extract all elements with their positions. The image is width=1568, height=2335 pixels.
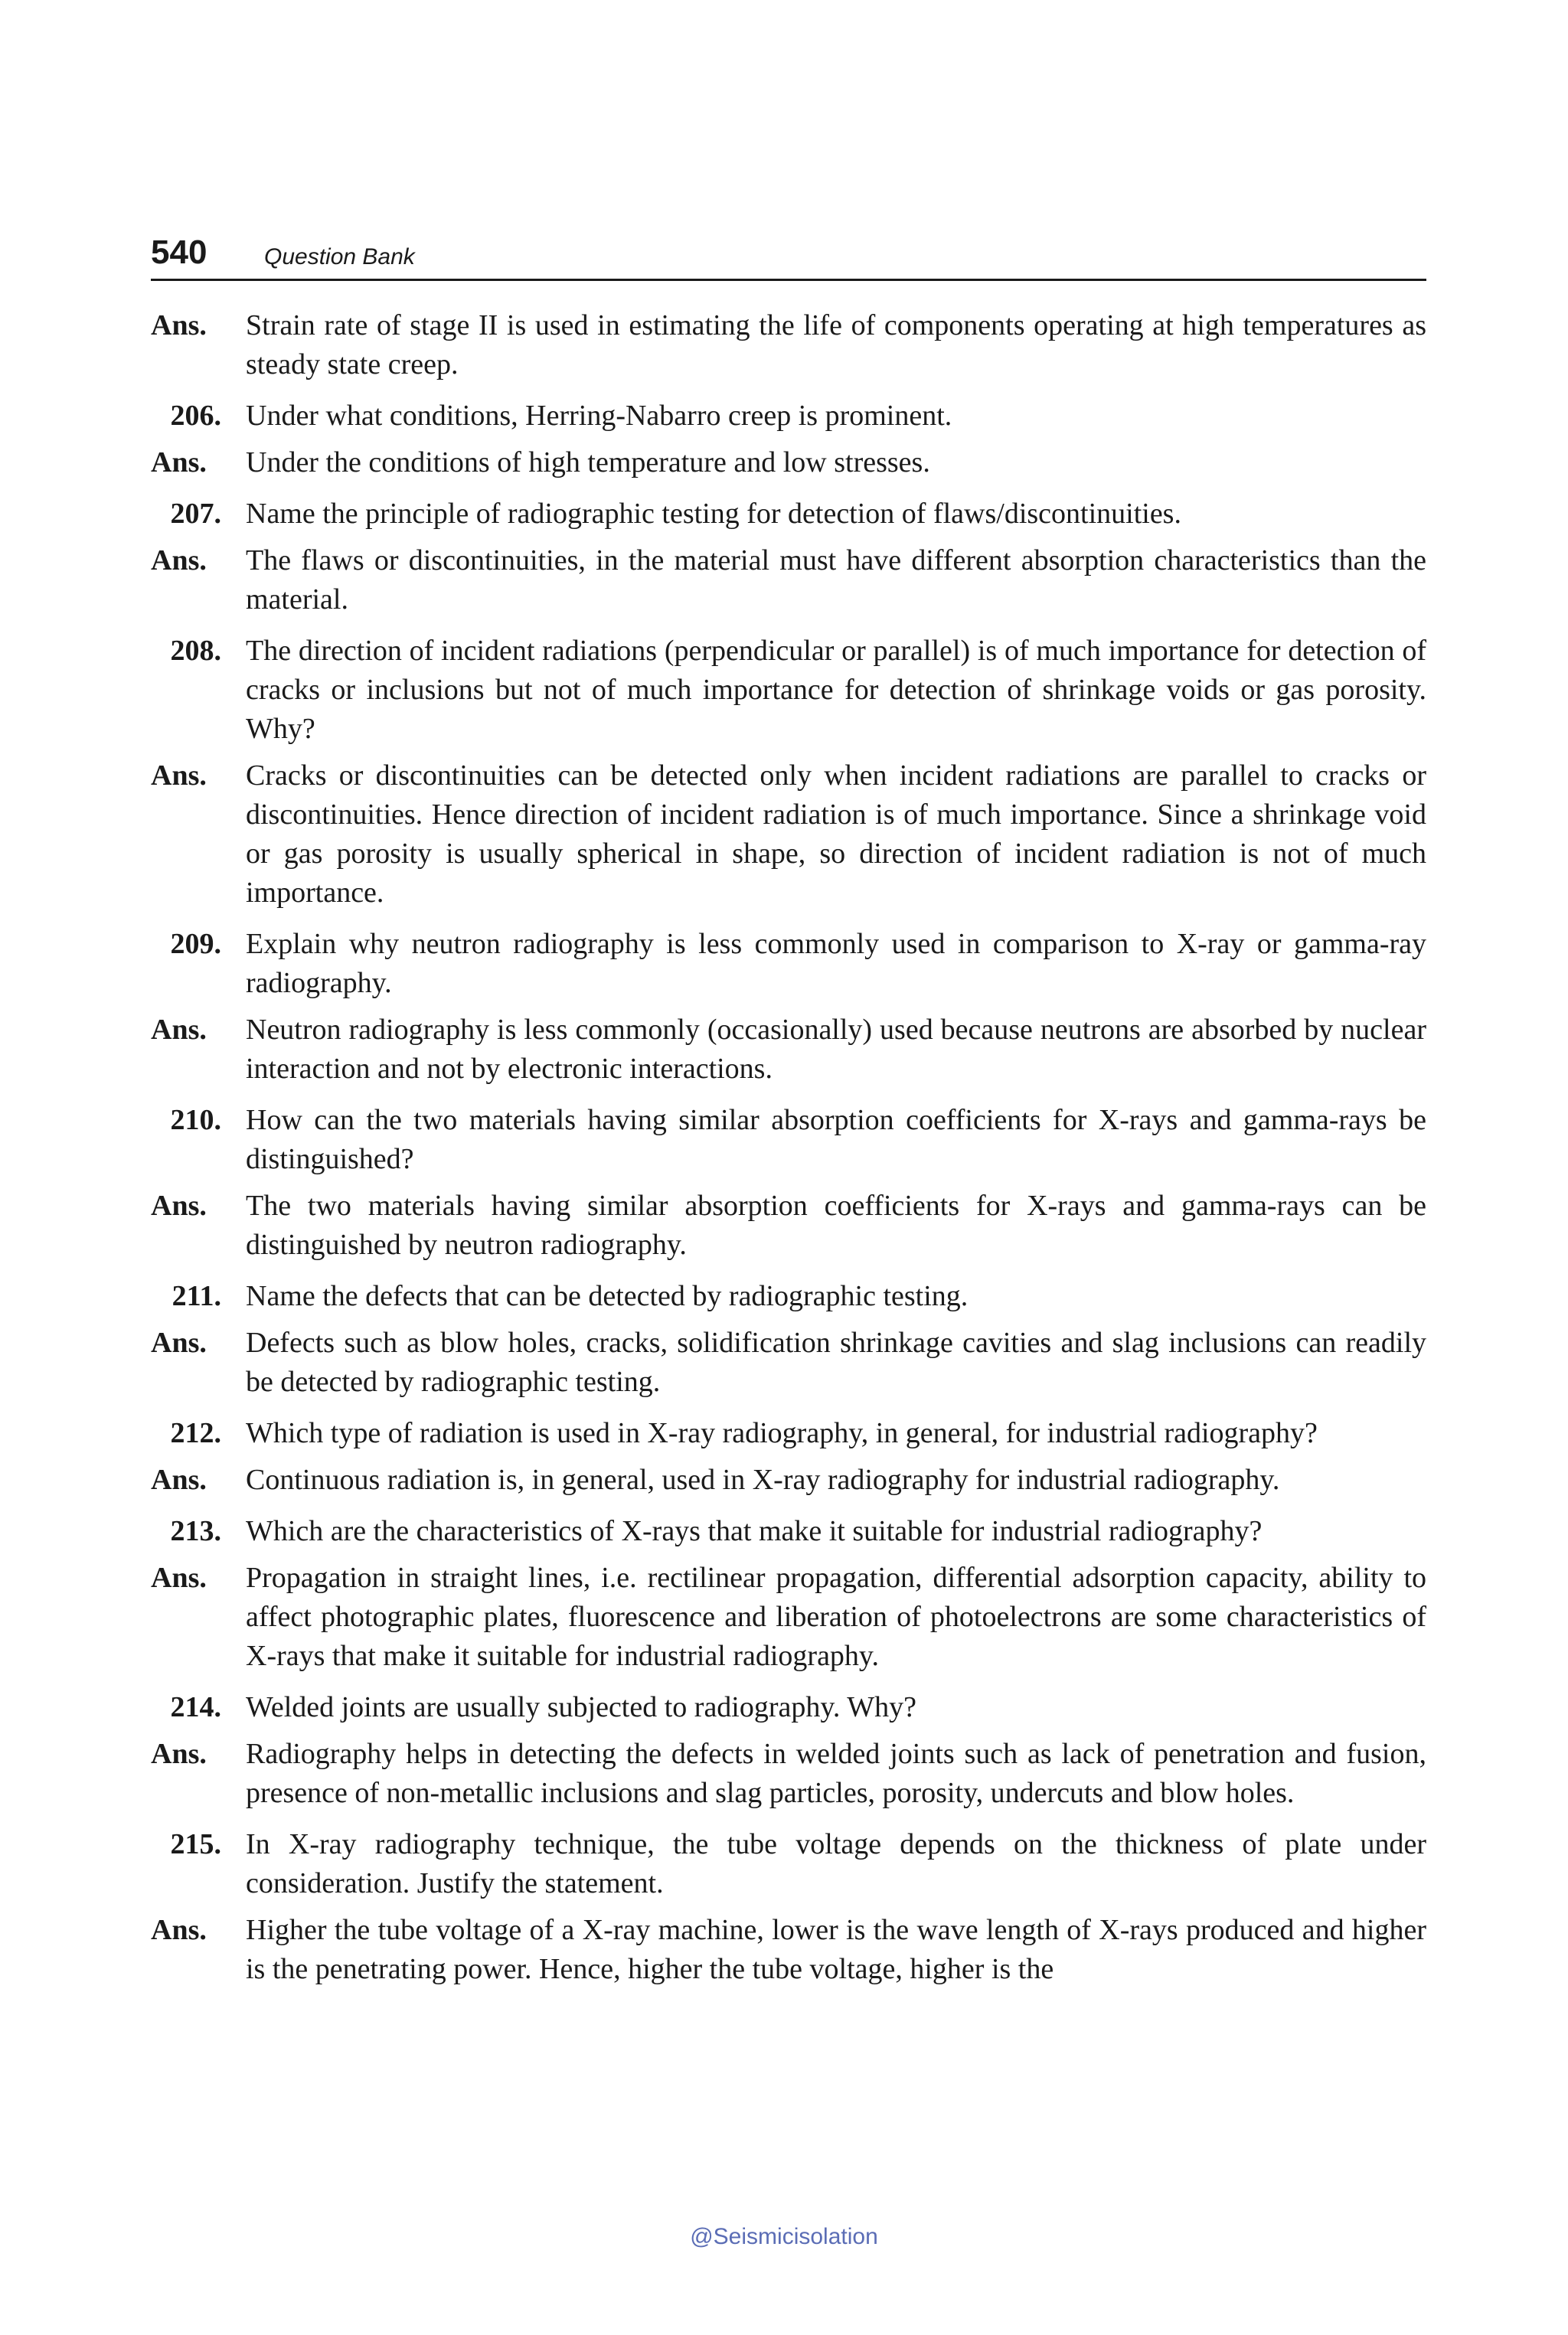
qa-item-207 [151,495,1426,619]
answer-label: Ans. [151,1327,207,1359]
question-text: Name the principle of radiographic testing for detection of flaws/discontinuities. [246,498,1181,530]
watermark: @Seismicisolation [690,2224,878,2249]
qa-item-210 [151,1101,1426,1265]
answer-line [151,443,1426,482]
answer-text: Neutron radiography is less commonly (occasionally) used because neutrons are absorbed by nuclear interaction and not by electronic interactions. [246,1014,1426,1085]
qa-item-205 [151,306,1426,384]
qa-item-211 [151,1277,1426,1402]
question-number: 212. [170,1417,221,1449]
question-number: 209. [170,928,221,960]
answer-line [151,1735,1426,1813]
answer-text: The flaws or discontinuities, in the material must have different absorption characteristics than the material. [246,544,1426,616]
answer-text: Cracks or discontinuities can be detected only when incident radiations are parallel to cracks or discontinuities. Hence direction of incident radiation is of much importance. Since a shrinkage void or gas porosity is usually spherical in shape, so direction of incident radiation is not of much importance. [246,759,1426,909]
answer-line [151,1324,1426,1402]
question-number: 206. [170,400,221,432]
qa-item-215 [151,1825,1426,1989]
answer-label: Ans. [151,1464,207,1496]
question-line [151,1688,1426,1727]
question-line [151,397,1426,436]
qa-item-209 [151,925,1426,1089]
question-line [151,1101,1426,1179]
question-text: In X-ray radiography technique, the tube voltage depends on the thickness of plate under consideration. Justify the statement. [246,1828,1426,1899]
answer-label: Ans. [151,1738,207,1770]
answer-text: Continuous radiation is, in general, used in X-ray radiography for industrial radiography. [246,1464,1280,1496]
answer-text: Propagation in straight lines, i.e. rectilinear propagation, differential adsorption capacity, ability to affect photographic plates, fluorescence and liberation of photoelectrons are some characteristics of X-rays that make it suitable for industrial radiography. [246,1562,1426,1672]
answer-line [151,756,1426,913]
question-line [151,1277,1426,1316]
question-text: Which are the characteristics of X-rays that make it suitable for industrial radiography? [246,1515,1263,1547]
question-line [151,1825,1426,1903]
answer-line [151,1011,1426,1089]
question-line [151,495,1426,534]
answer-text: Higher the tube voltage of a X-ray machine, lower is the wave length of X-rays produced and higher is the penetrating power. Hence, higher the tube voltage, higher is the [246,1914,1426,1985]
qa-item-208 [151,632,1426,913]
answer-label: Ans. [151,1914,207,1946]
answer-line [151,1461,1426,1500]
page-number: 540 [151,234,207,271]
page-header [151,230,1426,281]
answer-label: Ans. [151,759,207,792]
answer-line [151,306,1426,384]
question-text: Explain why neutron radiography is less commonly used in comparison to X-ray or gamma-ray radiography. [246,928,1426,999]
question-number: 215. [170,1828,221,1860]
question-text: Under what conditions, Herring-Nabarro creep is prominent. [246,400,952,432]
answer-label: Ans. [151,1562,207,1594]
answer-line [151,1187,1426,1265]
question-text: The direction of incident radiations (perpendicular or parallel) is of much importance for detection of cracks or inclusions but not of much importance for detection of shrinkage voids or gas porosity. Why? [246,635,1426,745]
answer-line [151,541,1426,619]
answer-text: Strain rate of stage II is used in estimating the life of components operating at high temperatures as steady state creep. [246,309,1426,380]
answer-label: Ans. [151,446,207,478]
answer-text: Defects such as blow holes, cracks, solidification shrinkage cavities and slag inclusions can readily be detected by radiographic testing. [246,1327,1426,1398]
question-line [151,1414,1426,1453]
question-number: 213. [170,1515,221,1547]
question-number: 214. [170,1691,221,1723]
question-number: 210. [170,1104,221,1136]
question-text: Which type of radiation is used in X-ray radiography, in general, for industrial radiography? [246,1417,1318,1449]
question-number: 208. [170,635,221,667]
question-line [151,1512,1426,1551]
answer-text: Radiography helps in detecting the defects in welded joints such as lack of penetration and fusion, presence of non-metallic inclusions and slag particles, porosity, undercuts and blow holes. [246,1738,1426,1809]
question-number: 207. [170,498,221,530]
answer-label: Ans. [151,1014,207,1046]
answer-label: Ans. [151,544,207,576]
question-text: Name the defects that can be detected by radiographic testing. [246,1280,969,1312]
answer-label: Ans. [151,1190,207,1222]
qa-item-214 [151,1688,1426,1813]
qa-item-206 [151,397,1426,482]
qa-item-212 [151,1414,1426,1500]
question-text: How can the two materials having similar absorption coefficients for X-rays and gamma-rays be distinguished? [246,1104,1426,1175]
question-number: 211. [172,1280,221,1312]
answer-text: The two materials having similar absorption coefficients for X-rays and gamma-rays can be distinguished by neutron radiography. [246,1190,1426,1261]
running-head: Question Bank [264,244,415,269]
question-answer-list [151,306,1426,2001]
qa-item-213 [151,1512,1426,1676]
answer-line [151,1911,1426,1989]
answer-text: Under the conditions of high temperature and low stresses. [246,446,930,478]
question-line [151,632,1426,749]
question-line [151,925,1426,1003]
question-text: Welded joints are usually subjected to radiography. Why? [246,1691,916,1723]
answer-line [151,1559,1426,1676]
answer-label: Ans. [151,309,207,341]
